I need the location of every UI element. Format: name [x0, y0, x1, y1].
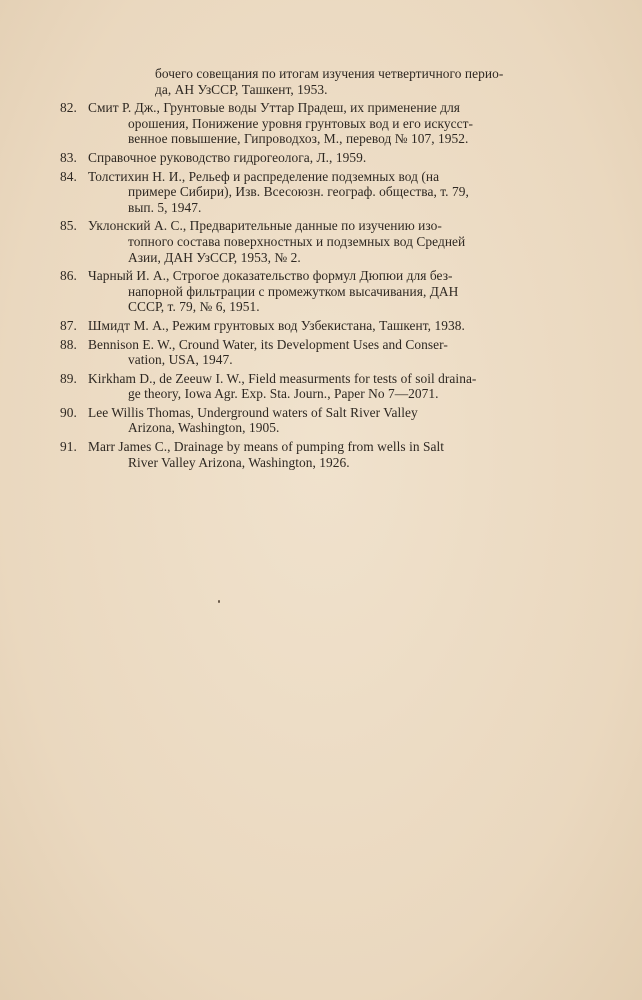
reference-line: Kirkham D., de Zeeuw I. W., Field measurments for tests of soil draina- [88, 370, 477, 386]
reference-line: топного состава поверхностных и подземных вод Средней [128, 233, 466, 249]
reference-line: Шмидт М. А., Режим грунтовых вод Узбекистана, Ташкент, 1938. [88, 317, 465, 333]
reference-line: Толстихин Н. И., Рельеф и распределение подземных вод (на [88, 168, 440, 184]
reference-item-89 [60, 371, 600, 402]
reference-number: 88. [60, 336, 77, 352]
reference-line: Marr James C., Drainage by means of pumping from wells in Salt [88, 439, 445, 455]
reference-item-91 [60, 439, 600, 470]
reference-item-85 [60, 218, 600, 265]
reference-line: венное повышение, Гипроводхоз, М., перевод № 107, 1952. [128, 131, 469, 147]
reference-number: 91. [60, 439, 77, 455]
reference-number [60, 66, 88, 97]
reference-line: да, АН УзССР, Ташкент, 1953. [155, 81, 328, 97]
reference-item-87 [60, 318, 600, 334]
reference-line: Справочное руководство гидрогеолога, Л., 1959. [88, 149, 367, 165]
reference-item-86 [60, 268, 600, 315]
paper-speck [218, 600, 220, 603]
reference-number: 82. [60, 100, 77, 116]
reference-line: Bennison E. W., Cround Water, its Development Uses and Conser- [88, 336, 448, 352]
reference-number: 89. [60, 370, 77, 386]
reference-line: Чарный И. А., Строгое доказательство формул Дюпюи для без- [88, 268, 453, 284]
reference-number: 87. [60, 317, 77, 333]
reference-item-continued [60, 66, 600, 97]
reference-item-82 [60, 100, 600, 147]
reference-line: Уклонский А. С., Предварительные данные по изучению изо- [88, 218, 442, 234]
reference-line: Азии, ДАН УзССР, 1953, № 2. [128, 249, 301, 265]
reference-line: вып. 5, 1947. [128, 199, 202, 215]
reference-number: 84. [60, 168, 77, 184]
reference-item-83 [60, 150, 600, 166]
reference-line: River Valley Arizona, Washington, 1926. [128, 454, 350, 470]
reference-line: напорной фильтрации с промежутком высачивания, ДАН [128, 283, 459, 299]
reference-line: vation, USA, 1947. [128, 352, 233, 368]
reference-number: 86. [60, 268, 77, 284]
reference-number: 83. [60, 149, 77, 165]
reference-line: СССР, т. 79, № 6, 1951. [128, 299, 260, 315]
reference-list [60, 66, 600, 473]
reference-line: бочего совещания по итогам изучения четвертичного перио- [155, 66, 504, 81]
reference-line: Смит Р. Дж., Грунтовые воды Уттар Прадеш, их применение для [88, 100, 461, 116]
reference-line: Arizona, Washington, 1905. [128, 420, 280, 436]
reference-line: орошения, Понижение уровня грунтовых вод и его искусст- [128, 115, 473, 131]
reference-line: Lee Willis Thomas, Underground waters of Salt River Valley [88, 404, 418, 420]
reference-line: примере Сибири), Изв. Всесоюзн. географ. общества, т. 79, [128, 184, 469, 200]
reference-number: 90. [60, 404, 77, 420]
reference-line: ge theory, Iowa Agr. Exp. Sta. Journ., Paper No 7—2071. [128, 386, 439, 402]
reference-item-88 [60, 337, 600, 368]
reference-item-90 [60, 405, 600, 436]
reference-item-84 [60, 169, 600, 216]
reference-number: 85. [60, 218, 77, 234]
